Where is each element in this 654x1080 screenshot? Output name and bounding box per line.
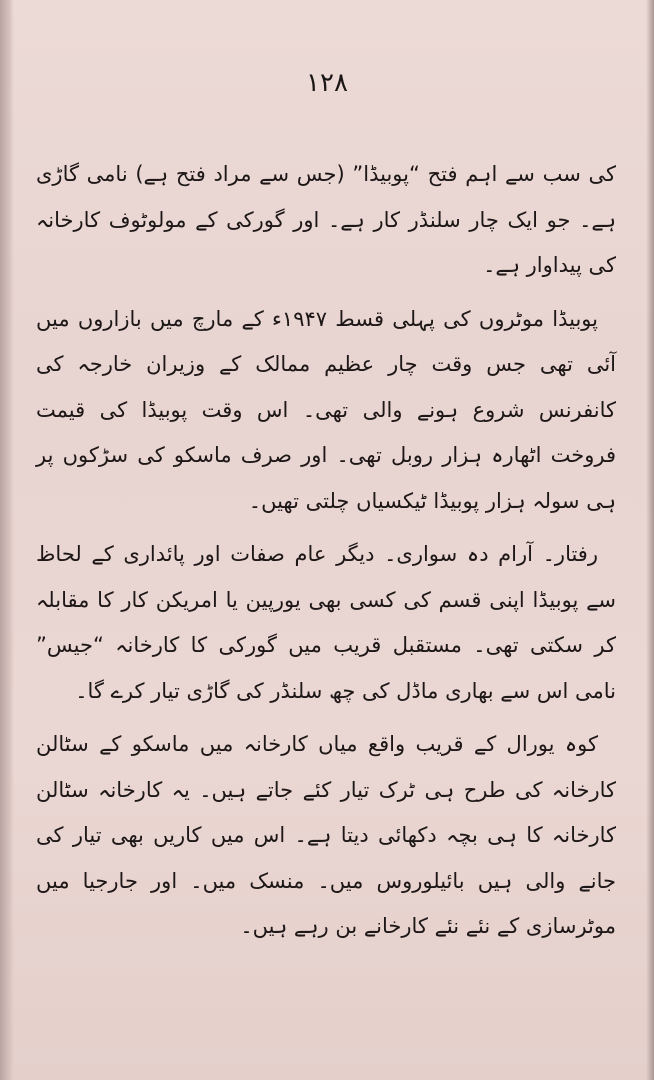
paragraph-1: کی سب سے اہم فتح “پوبیڈا” (جس سے مراد فتح ہے) نامی گاڑی ہے۔ جو ایک چار سلنڈر کار ہے۔ اور گورکی کے مولوٹوف کارخانہ کی پیداوار ہے۔ <box>36 162 616 277</box>
paragraph-3: رفتار۔ آرام دہ سواری۔ دیگر عام صفات اور پائداری کے لحاظ سے پوبیڈا اپنی قسم کی کسی بھی یورپین یا امریکن کار کا مقابلہ کر سکتی تھی۔ مستقبل قریب میں گورکی کا کارخانہ “جیس” نامی اس سے بھاری ماڈل کی چھ سلنڈر کی گاڑی تیار کرے گا۔ <box>36 542 616 703</box>
paragraph-4: کوہ یورال کے قریب واقع میاں کارخانہ میں ماسکو کے سٹالن کارخانہ کی طرح ہی ٹرک تیار کئے جاتے ہیں۔ یہ کارخانہ سٹالن کارخانہ کا ہی بچہ دکھائی دیتا ہے۔ اس میں کاریں بھی تیار کی جانے والی ہیں بائیلوروس میں۔ منسک میں۔ اور جارجیا میں موٹرسازی کے نئے نئے کارخانے بن رہے ہیں۔ <box>36 732 616 938</box>
paragraph-2: پوبیڈا موٹروں کی پہلی قسط ۱۹۴۷ء کے مارچ میں بازاروں میں آئی تھی جس وقت چار عظیم ممالک کے وزیران خارجہ کی کانفرنس شروع ہونے والی تھی۔ اس وقت پوبیڈا کی قیمت فروخت اٹھارہ ہزار روبل تھی۔ اور صرف ماسکو کی سڑکوں پر ہی سولہ ہزار پوبیڈا ٹیکسیاں چلتی تھیں۔ <box>36 306 616 513</box>
body-text <box>36 152 616 958</box>
page-number: ۱۲۸ <box>306 68 348 98</box>
